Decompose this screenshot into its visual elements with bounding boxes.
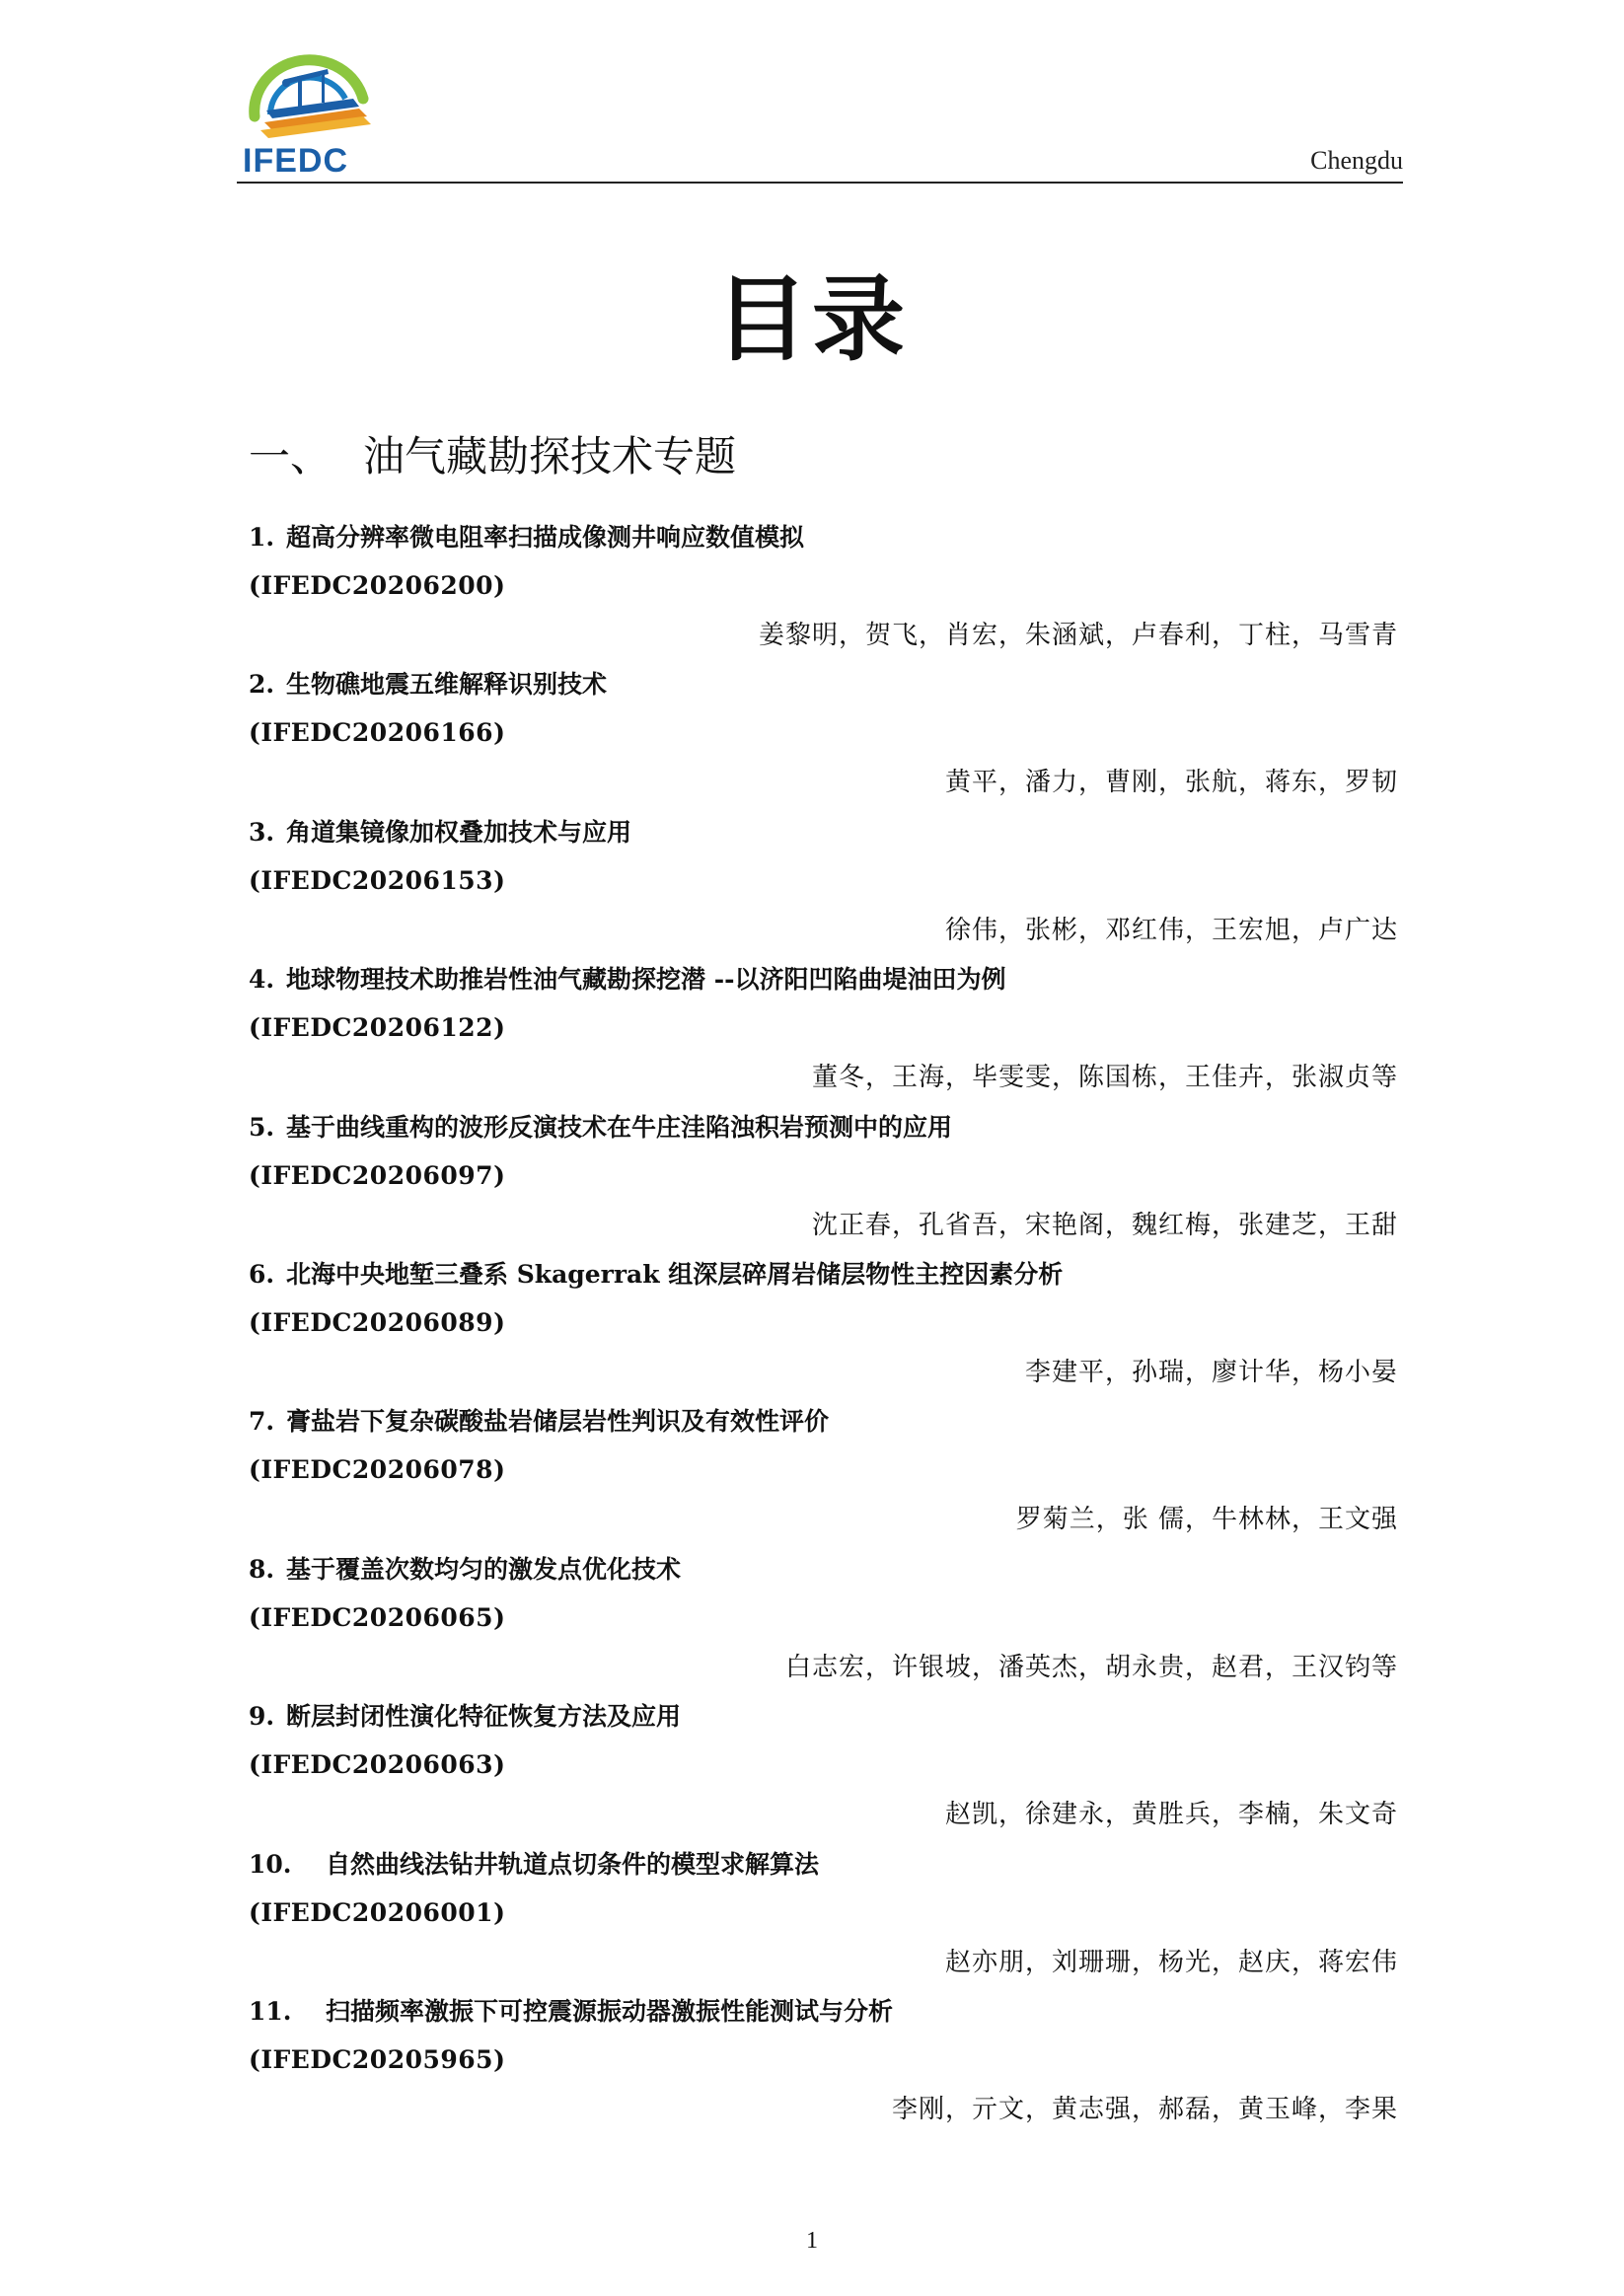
entry-title: 超高分辨率微电阻率扫描成像测井响应数值模拟 [286,523,805,552]
header-city: Chengdu [1310,146,1403,175]
entry-title-link[interactable] [249,813,631,852]
toc-entry [249,1255,1398,1402]
page-header [237,39,1403,184]
entry-number: 7. [249,1407,275,1437]
entry-number: 5. [249,1112,275,1142]
toc-entry [249,1108,1398,1255]
entry-code: (IFEDC20206122) [249,1013,506,1043]
entry-title-link[interactable] [249,1255,1063,1295]
ifedc-logo [237,39,385,178]
entry-number: 11. [249,1996,292,2026]
entry-code: (IFEDC20206001) [249,1897,506,1927]
entry-number: 2. [249,670,275,700]
toc-entry [249,518,1398,665]
entry-code: (IFEDC20205965) [249,2044,506,2074]
entry-authors: 白志宏，许银坡，潘英杰，胡永贵，赵君，王汉钧等 [784,1652,1398,1682]
entry-title: 基于覆盖次数均匀的激发点优化技术 [286,1554,682,1584]
entry-number: 4. [249,965,275,995]
entry-authors: 赵亦朋，刘珊珊，杨光，赵庆，蒋宏伟 [944,1947,1398,1977]
entry-code: (IFEDC20206200) [249,571,506,600]
toc-entry [249,1992,1398,2139]
entry-code: (IFEDC20206078) [249,1455,506,1485]
toc-entry [249,813,1398,960]
entry-title: 断层封闭性演化特征恢复方法及应用 [286,1702,682,1732]
section-number: 一、 [249,432,332,481]
entry-number: 8. [249,1554,275,1584]
entry-number: 9. [249,1702,275,1732]
entry-title: 基于曲线重构的波形反演技术在牛庄洼陷浊积岩预测中的应用 [286,1112,953,1142]
entry-title-link[interactable] [249,1108,952,1148]
entry-title-link[interactable] [249,518,804,557]
header-rule [237,182,1403,184]
page-number: 1 [806,2228,818,2254]
table-of-contents [249,518,1398,2139]
entry-number: 1. [249,523,275,552]
entry-title: 北海中央地堑三叠系 Skagerrak 组深层碎屑岩储层物性主控因素分析 [286,1259,1064,1289]
entry-authors: 沈正春，孔省吾，宋艳阁，魏红梅，张建芝，王甜 [811,1210,1398,1240]
entry-authors: 赵凯，徐建永，黄胜兵，李楠，朱文奇 [944,1800,1398,1830]
logo-text: IFEDC [243,142,348,180]
toc-entry [249,1550,1398,1697]
entry-title-link[interactable] [249,1402,829,1442]
entry-number: 6. [249,1259,275,1289]
toc-entry [249,960,1398,1107]
entry-title: 膏盐岩下复杂碳酸盐岩储层岩性判识及有效性评价 [286,1407,830,1437]
section-title: 油气藏勘探技术专题 [363,432,737,481]
entry-authors: 姜黎明，贺飞，肖宏，朱涵斌，卢春利，丁柱，马雪青 [758,621,1398,650]
page-title: 目录 [714,266,909,374]
entry-code: (IFEDC20206097) [249,1160,506,1190]
entry-title: 扫描频率激振下可控震源振动器激振性能测试与分析 [326,1996,894,2026]
entry-number: 3. [249,817,275,847]
toc-entry [249,1697,1398,1844]
entry-title-link[interactable] [249,960,1005,1000]
entry-authors: 李建平，孙瑞，廖计华，杨小晏 [1024,1357,1398,1387]
entry-title-link[interactable] [249,1550,681,1590]
toc-entry [249,1402,1398,1549]
entry-title-link[interactable] [249,1992,893,2032]
entry-authors: 罗菊兰，张 儒，牛林林，王文强 [1015,1505,1398,1535]
logo-graphic-icon [237,39,385,148]
entry-title: 地球物理技术助推岩性油气藏勘探挖潜 --以济阳凹陷曲堤油田为例 [286,965,1006,995]
entry-title-link[interactable] [249,1845,819,1885]
entry-number: 10. [249,1849,292,1879]
toc-entry [249,665,1398,812]
entry-title-link[interactable] [249,1697,681,1737]
entry-title: 角道集镜像加权叠加技术与应用 [286,817,632,847]
entry-title: 生物礁地震五维解释识别技术 [286,670,608,700]
entry-code: (IFEDC20206063) [249,1750,506,1780]
entry-title: 自然曲线法钻井轨道点切条件的模型求解算法 [326,1849,820,1879]
entry-code: (IFEDC20206153) [249,865,506,895]
entry-authors: 徐伟，张彬，邓红伟，王宏旭，卢广达 [944,915,1398,945]
entry-authors: 黄平，潘力，曹刚，张航，蒋东，罗韧 [944,768,1398,798]
entry-code: (IFEDC20206065) [249,1602,506,1632]
entry-authors: 李刚，亓文，黄志强，郝磊，黄玉峰，李果 [891,2094,1398,2124]
entry-code: (IFEDC20206166) [249,718,506,748]
section-heading [249,424,736,483]
entry-code: (IFEDC20206089) [249,1307,506,1337]
entry-title-link[interactable] [249,665,607,704]
toc-entry [249,1845,1398,1992]
entry-authors: 董冬，王海，毕雯雯，陈国栋，王佳卉，张淑贞等 [811,1063,1398,1093]
